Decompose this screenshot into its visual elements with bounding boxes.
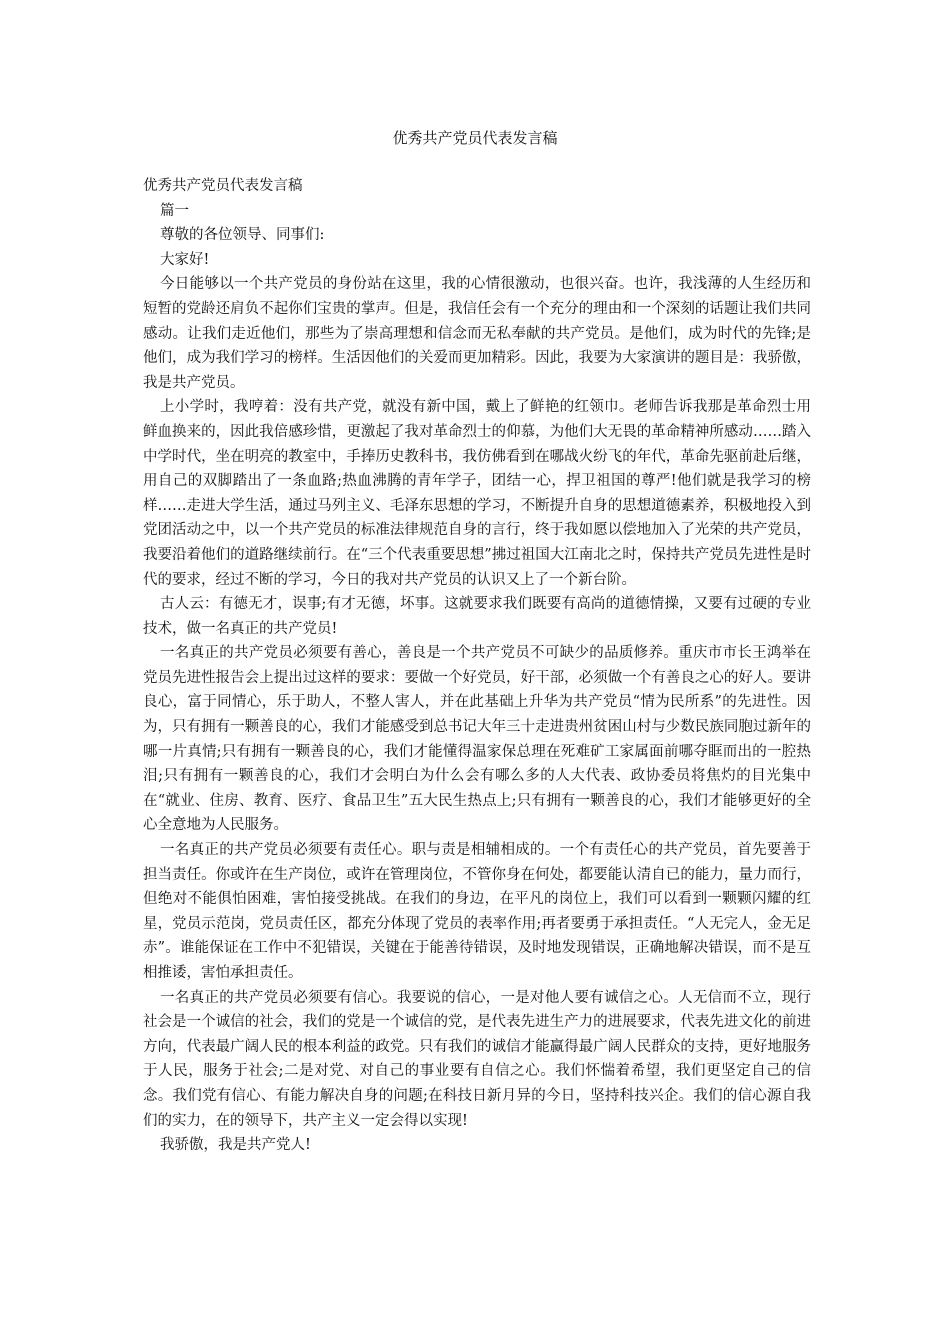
body-heading: 优秀共产党员代表发言稿	[143, 178, 303, 194]
greeting: 大家好!	[160, 251, 210, 268]
closing-line: 我骄傲，我是共产党人!	[160, 1137, 311, 1154]
document-body	[143, 174, 811, 1158]
paragraph: 上小学时，我哼着：没有共产党，就没有新中国，戴上了鲜艳的红领巾。老师告诉我那是革命烈士用鲜血换来的，因此我倍感珍惜，更激起了我对革命烈士的仰慕，为他们大无畏的革命精神所感动……踏入中学时代，坐在明亮的教室中，手捧历史教科书，我仿佛看到在哪战火纷飞的年代，革命先驱前赴后继，用自己的双脚踏出了一条血路;热血沸腾的青年学子，团结一心，捍卫祖国的尊严!他们就是我学习的榜样……走进大学生活，通过马列主义、毛泽东思想的学习，不断提升自身的思想道德素养，积极地投入到党团活动之中，以一个共产党员的标准法律规范自身的言行，终于我如愿以偿地加入了光荣的共产党员，我要沿着他们的道路继续前行。在“三个代表重要思想”拂过祖国大江南北之时，保持共产党员先进性是时代的要求，经过不断的学习，今日的我对共产党员的认识又上了一个新台阶。	[143, 399, 811, 588]
section-label: 篇一	[160, 202, 189, 219]
paragraph: 一名真正的共产党员必须要有善心，善良是一个共产党员不可缺少的品质修养。重庆市市长王鸿举在党员先进性报告会上提出过这样的要求：要做一个好党员，好干部，必须做一个有善良之心的好人。要讲良心，富于同情心，乐于助人，不整人害人，并在此基础上升华为共产党员“情为民所系”的先进性。因为，只有拥有一颗善良的心，我们才能感受到总书记大年三十走进贵州贫困山村与少数民族同胞过新年的哪一片真情;只有拥有一颗善良的心，我们才能懂得温家保总理在死难矿工家属面前哪夺眶而出的一腔热泪;只有拥有一颗善良的心，我们才会明白为什么会有哪么多的人大代表、政协委员将焦灼的目光集中在“就业、住房、教育、医疗、食品卫生”五大民生热点上;只有拥有一颗善良的心，我们才能够更好的全心全意地为人民服务。	[143, 645, 811, 834]
paragraph: 古人云：有德无才，误事;有才无德，坏事。这就要求我们既要有高尚的道德情操，又要有过硬的专业技术，做一名真正的共产党员!	[143, 596, 811, 637]
salutation: 尊敬的各位领导、同事们:	[160, 227, 325, 244]
paragraph: 一名真正的共产党员必须要有责任心。职与责是相辅相成的。一个有责任心的共产党员，首先要善于担当责任。你或许在生产岗位，或许在管理岗位，不管你身在何处，都要能认清自已的能力，量力而行，但绝对不能俱怕困难，害怕接受挑战。在我们的身边，在平凡的岗位上，我们可以看到一颗颗闪耀的红星，党员示范岗，党员责任区，都充分体现了党员的表率作用;再者要勇于承担责任。“人无完人，金无足赤”。谁能保证在工作中不犯错误，关键在于能善待错误，及时地发现错误，正确地解决错误，而不是互相推诿，害怕承担责任。	[143, 842, 811, 981]
paragraph: 今日能够以一个共产党员的身份站在这里，我的心情很激动，也很兴奋。也许，我浅薄的人生经历和短暂的党龄还肩负不起你们宝贵的掌声。但是，我信任会有一个充分的理由和一个深刻的话题让我们共同感动。让我们走近他们，那些为了崇高理想和信念而无私奉献的共产党员。是他们，成为时代的先锋;是他们，成为我们学习的榜样。生活因他们的关爱而更加精彩。因此，我要为大家演讲的题目是：我骄傲，我是共产党员。	[143, 276, 811, 391]
paragraph: 一名真正的共产党员必须要有信心。我要说的信心，一是对他人要有诚信之心。人无信而不立，现行社会是一个诚信的社会，我们的党是一个诚信的党，是代表先进生产力的进展要求，代表先进文化的前进方向，代表最广阔人民的根本利益的政党。只有我们的诚信才能赢得最广阔人民群众的支持，更好地服务于人民，服务于社会;二是对党、对自己的事业要有自信之心。我们怀惴着希望，我们更坚定自己的信念。我们党有信心、有能力解决自身的问题;在科技日新月异的今日，坚持科技兴企。我们的信心源自我们的实力，在的领导下，共产主义一定会得以实现!	[143, 989, 811, 1129]
document-title: 优秀共产党员代表发言稿	[392, 129, 558, 147]
